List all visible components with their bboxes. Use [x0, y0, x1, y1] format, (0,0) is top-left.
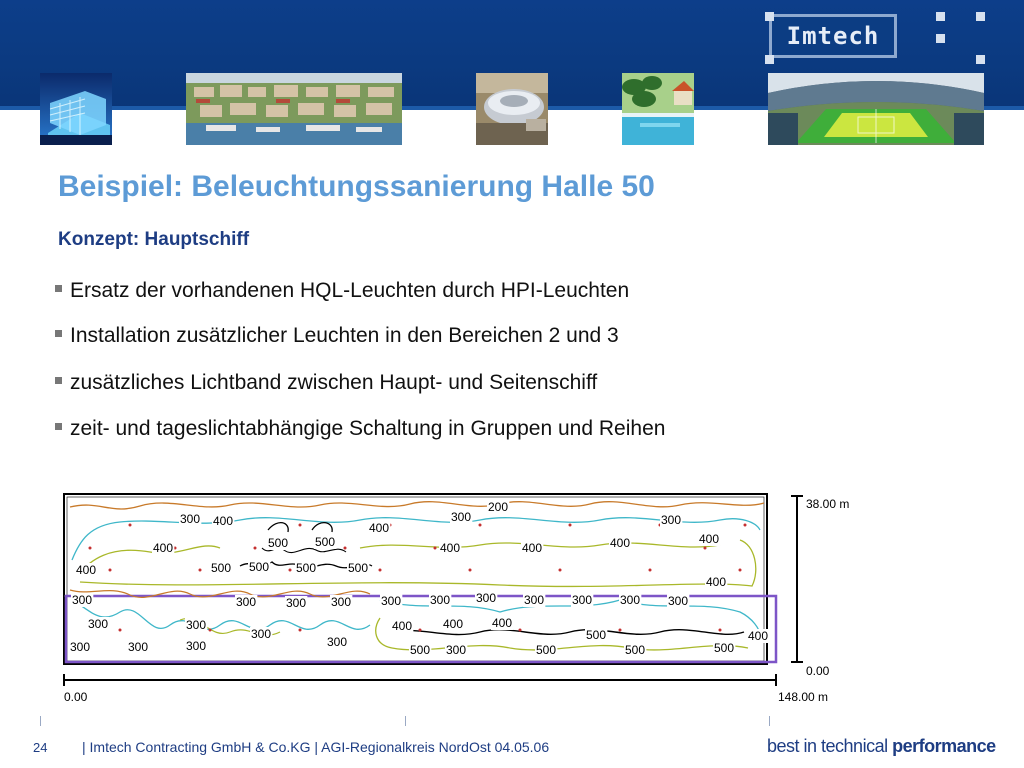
y-bottom-label: 0.00 [806, 664, 830, 678]
contour-label: 300 [430, 593, 451, 607]
contour-label: 400 [492, 616, 513, 630]
imtech-logo [769, 14, 897, 58]
contour-label: 500 [249, 560, 270, 574]
contour-label: 400 [522, 541, 543, 555]
logo-square-decoration [765, 12, 774, 21]
bullet-text: zusätzliches Lichtband zwischen Haupt- und Seitenschiff [70, 371, 598, 394]
contour-label: 300 [331, 595, 352, 609]
contour-label: 400 [706, 575, 727, 589]
contour-label: 400 [392, 619, 413, 633]
contour-label: 300 [88, 617, 109, 631]
contour-label: 400 [440, 541, 461, 555]
contour-label: 400 [699, 532, 720, 546]
bullet-item [55, 417, 665, 441]
bullet-text: Installation zusätzlicher Leuchten in den Bereichen 2 und 3 [70, 324, 619, 347]
contour-label: 400 [76, 563, 97, 577]
contour-label: 200 [488, 500, 509, 514]
contour-label: 400 [153, 541, 174, 555]
isolux-contour-plot [55, 485, 875, 715]
contour-label: 500 [268, 536, 289, 550]
bullet-text: Ersatz der vorhandenen HQL-Leuchten durch HPI-Leuchten [70, 279, 630, 302]
x-right-label: 148.00 m [778, 690, 829, 704]
vertical-dimension-bar [791, 496, 803, 662]
contour-label: 300 [236, 595, 257, 609]
contour-label: 500 [211, 561, 232, 575]
slide-subtitle: Konzept: Hauptschiff [58, 229, 250, 250]
contour-label: 500 [536, 643, 557, 657]
bullet-item [55, 324, 619, 348]
contour-label: 300 [668, 594, 689, 608]
contour-label: 300 [661, 513, 682, 527]
logo-square-decoration [936, 34, 945, 43]
contour-label: 500 [296, 561, 317, 575]
contour-label: 500 [410, 643, 431, 657]
contour-label: 500 [348, 561, 369, 575]
tagline [767, 736, 996, 757]
contour-label: 500 [714, 641, 735, 655]
contour-label: 300 [186, 639, 207, 653]
contour-label: 300 [451, 510, 472, 524]
bullet-square-icon [55, 423, 62, 430]
logo-square-decoration [936, 12, 945, 21]
logo-square-decoration [765, 55, 774, 64]
contour-label: 300 [620, 593, 641, 607]
contour-label: 400 [213, 514, 234, 528]
footer-tick [769, 716, 770, 726]
logo-square-decoration [976, 12, 985, 21]
contour-label: 300 [286, 596, 307, 610]
stadium-photo [768, 73, 984, 145]
contour-label: 300 [70, 640, 91, 654]
contour-label: 300 [446, 643, 467, 657]
bullet-square-icon [55, 377, 62, 384]
slide-title: Beispiel: Beleuchtungssanierung Halle 50 [58, 170, 655, 203]
contour-label: 300 [381, 594, 402, 608]
footer-text: | Imtech Contracting GmbH & Co.KG | AGI-Regionalkreis NordOst 04.05.06 [82, 739, 550, 755]
contour-label: 400 [369, 521, 390, 535]
contour-label: 400 [748, 629, 769, 643]
footer-tick [40, 716, 41, 726]
tagline-bold: performance [892, 736, 996, 756]
bullet-item [55, 279, 629, 303]
residential-area-photo [186, 73, 402, 145]
logo-text: Imtech [786, 22, 880, 50]
y-top-label: 38.00 m [806, 497, 850, 511]
contour-label: 500 [586, 628, 607, 642]
contour-label: 300 [186, 618, 207, 632]
bullet-text: zeit- und tageslichtabhängige Schaltung in Gruppen und Reihen [70, 417, 666, 440]
contour-label: 400 [443, 617, 464, 631]
contour-label: 400 [610, 536, 631, 550]
contour-label: 300 [327, 635, 348, 649]
office-building-photo [40, 73, 112, 145]
bullet-item [55, 371, 597, 395]
contour-labels [69, 500, 769, 657]
contour-label: 300 [251, 627, 272, 641]
contour-label: 300 [128, 640, 149, 654]
dome-building-photo [476, 73, 548, 145]
bullet-square-icon [55, 285, 62, 292]
footer-tick [405, 716, 406, 726]
contour-label: 300 [524, 593, 545, 607]
page-number: 24 [33, 740, 48, 755]
contour-label: 300 [72, 593, 93, 607]
contour-label: 300 [572, 593, 593, 607]
x-left-label: 0.00 [64, 690, 88, 704]
contour-label: 500 [315, 535, 336, 549]
contour-label: 500 [625, 643, 646, 657]
contour-label: 300 [476, 591, 497, 605]
resort-pool-photo [622, 73, 694, 145]
contour-label: 300 [180, 512, 201, 526]
tagline-regular: best in technical [767, 736, 893, 756]
bullet-square-icon [55, 330, 62, 337]
logo-square-decoration [976, 55, 985, 64]
horizontal-dimension-bar [64, 674, 776, 686]
